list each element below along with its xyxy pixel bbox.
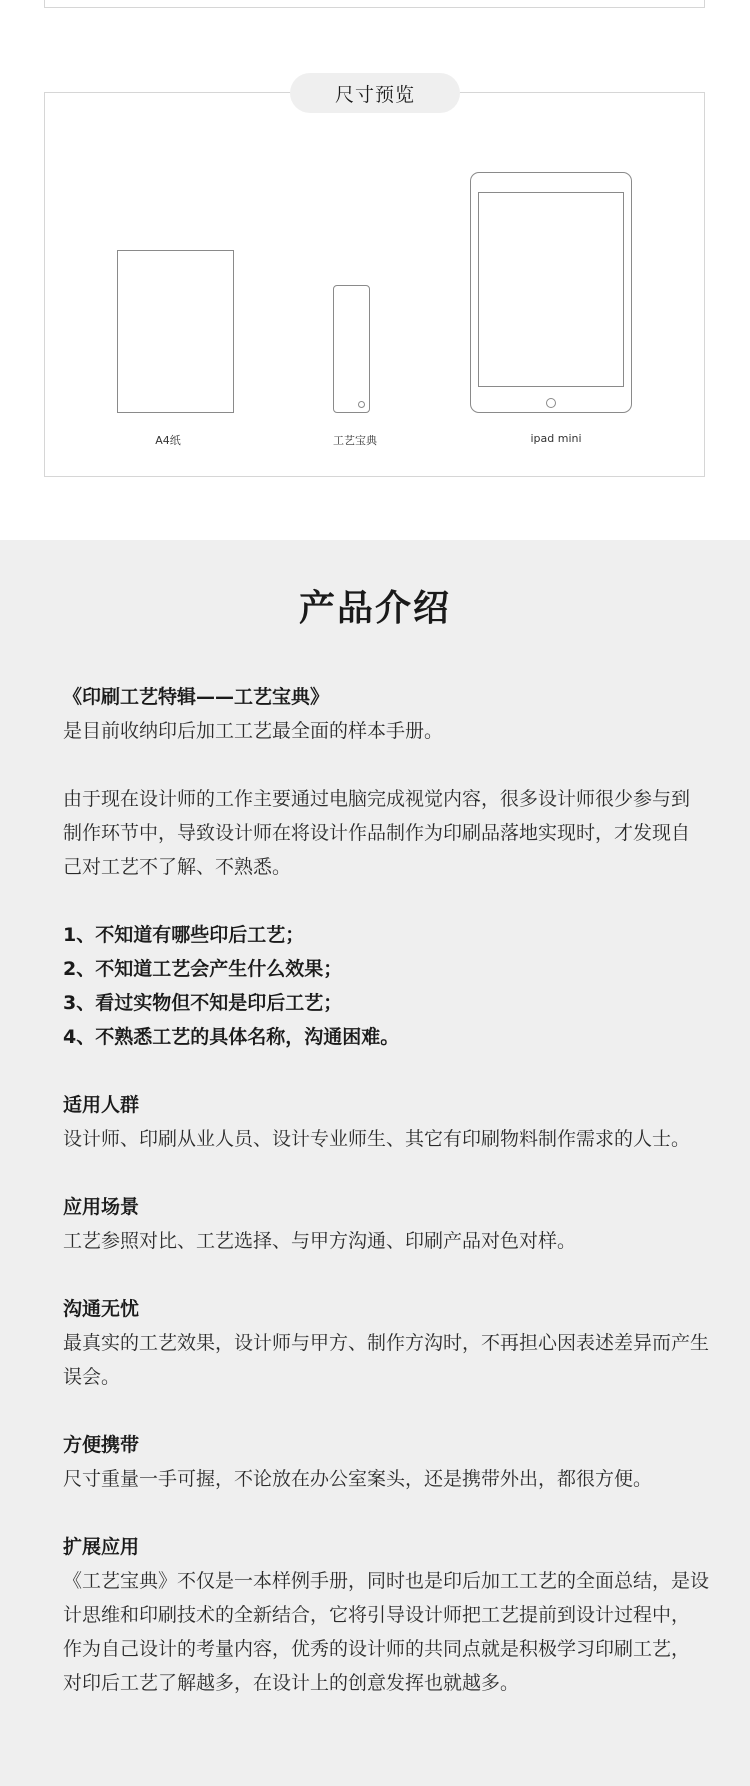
section-text: 尺寸重量一手可握，不论放在办公室案头，还是携带外出，都很方便。 (63, 1468, 653, 1490)
section-text: 计思维和印刷技术的全新结合，它将引导设计师把工艺提前到设计过程中， (63, 1604, 691, 1626)
problem-item: 2、不知道工艺会产生什么效果； (63, 958, 343, 980)
problem-item: 3、看过实物但不知是印后工艺； (63, 992, 343, 1014)
section-heading: 沟通无忧 (63, 1298, 140, 1320)
section-heading: 方便携带 (63, 1434, 140, 1456)
section-text: 设计师、印刷从业人员、设计专业师生、其它有印刷物料制作需求的人士。 (63, 1128, 691, 1150)
problem-item: 1、不知道有哪些印后工艺； (63, 924, 305, 946)
section-text: 《工艺宝典》不仅是一本样例手册，同时也是印后加工工艺的全面总结，是设 (63, 1570, 710, 1592)
a4-paper-outline-icon (117, 250, 234, 413)
background-paragraph (63, 782, 723, 884)
background-line: 己对工艺不了解、不熟悉。 (63, 856, 292, 878)
size-preview-section (0, 0, 750, 540)
section-communication (63, 1292, 723, 1394)
section-heading: 扩展应用 (63, 1536, 140, 1558)
section-text: 对印后工艺了解越多，在设计上的创意发挥也就越多。 (63, 1672, 520, 1694)
section-heading: 适用人群 (63, 1094, 140, 1116)
book-description: 是目前收纳印后加工工艺最全面的样本手册。 (63, 720, 444, 742)
background-line: 制作环节中，导致设计师在将设计作品制作为印刷品落地实现时，才发现自 (63, 822, 691, 844)
section-portable (63, 1428, 723, 1496)
problems-list (63, 918, 723, 1054)
previous-frame-edge (44, 0, 705, 8)
ipad-mini-outline-icon (470, 172, 632, 413)
gongyi-handbook-outline-icon (333, 285, 370, 413)
problem-item: 4、不熟悉工艺的具体名称，沟通困难。 (63, 1026, 400, 1048)
intro-body (63, 680, 723, 1734)
section-extended-use (63, 1530, 723, 1700)
section-text: 最真实的工艺效果，设计师与甲方、制作方沟时，不再担心因表述差异而产生 (63, 1332, 710, 1354)
handbook-ring-icon (358, 401, 365, 408)
book-title: 《印刷工艺特辑——工艺宝典》 (63, 686, 330, 708)
section-use-cases (63, 1190, 723, 1258)
ipad-label: ipad mini (530, 432, 582, 445)
ipad-home-button-icon (546, 398, 556, 408)
section-text: 误会。 (63, 1366, 121, 1388)
section-target-audience (63, 1088, 723, 1156)
background-line: 由于现在设计师的工作主要通过电脑完成视觉内容，很多设计师很少参与到 (63, 788, 691, 810)
section-heading: 应用场景 (63, 1196, 140, 1218)
intro-title: 产品介绍 (298, 588, 451, 629)
section-text: 工艺参照对比、工艺选择、与甲方沟通、印刷产品对色对样。 (63, 1230, 577, 1252)
section-text: 作为自己设计的考量内容，优秀的设计师的共同点就是积极学习印刷工艺， (63, 1638, 691, 1660)
gongyi-label: 工艺宝典 (333, 434, 377, 447)
book-intro-paragraph (63, 680, 723, 748)
ipad-screen (478, 192, 624, 387)
size-preview-pill: 尺寸预览 (290, 73, 460, 113)
product-intro-section (0, 540, 750, 1786)
a4-label: A4纸 (155, 434, 181, 447)
